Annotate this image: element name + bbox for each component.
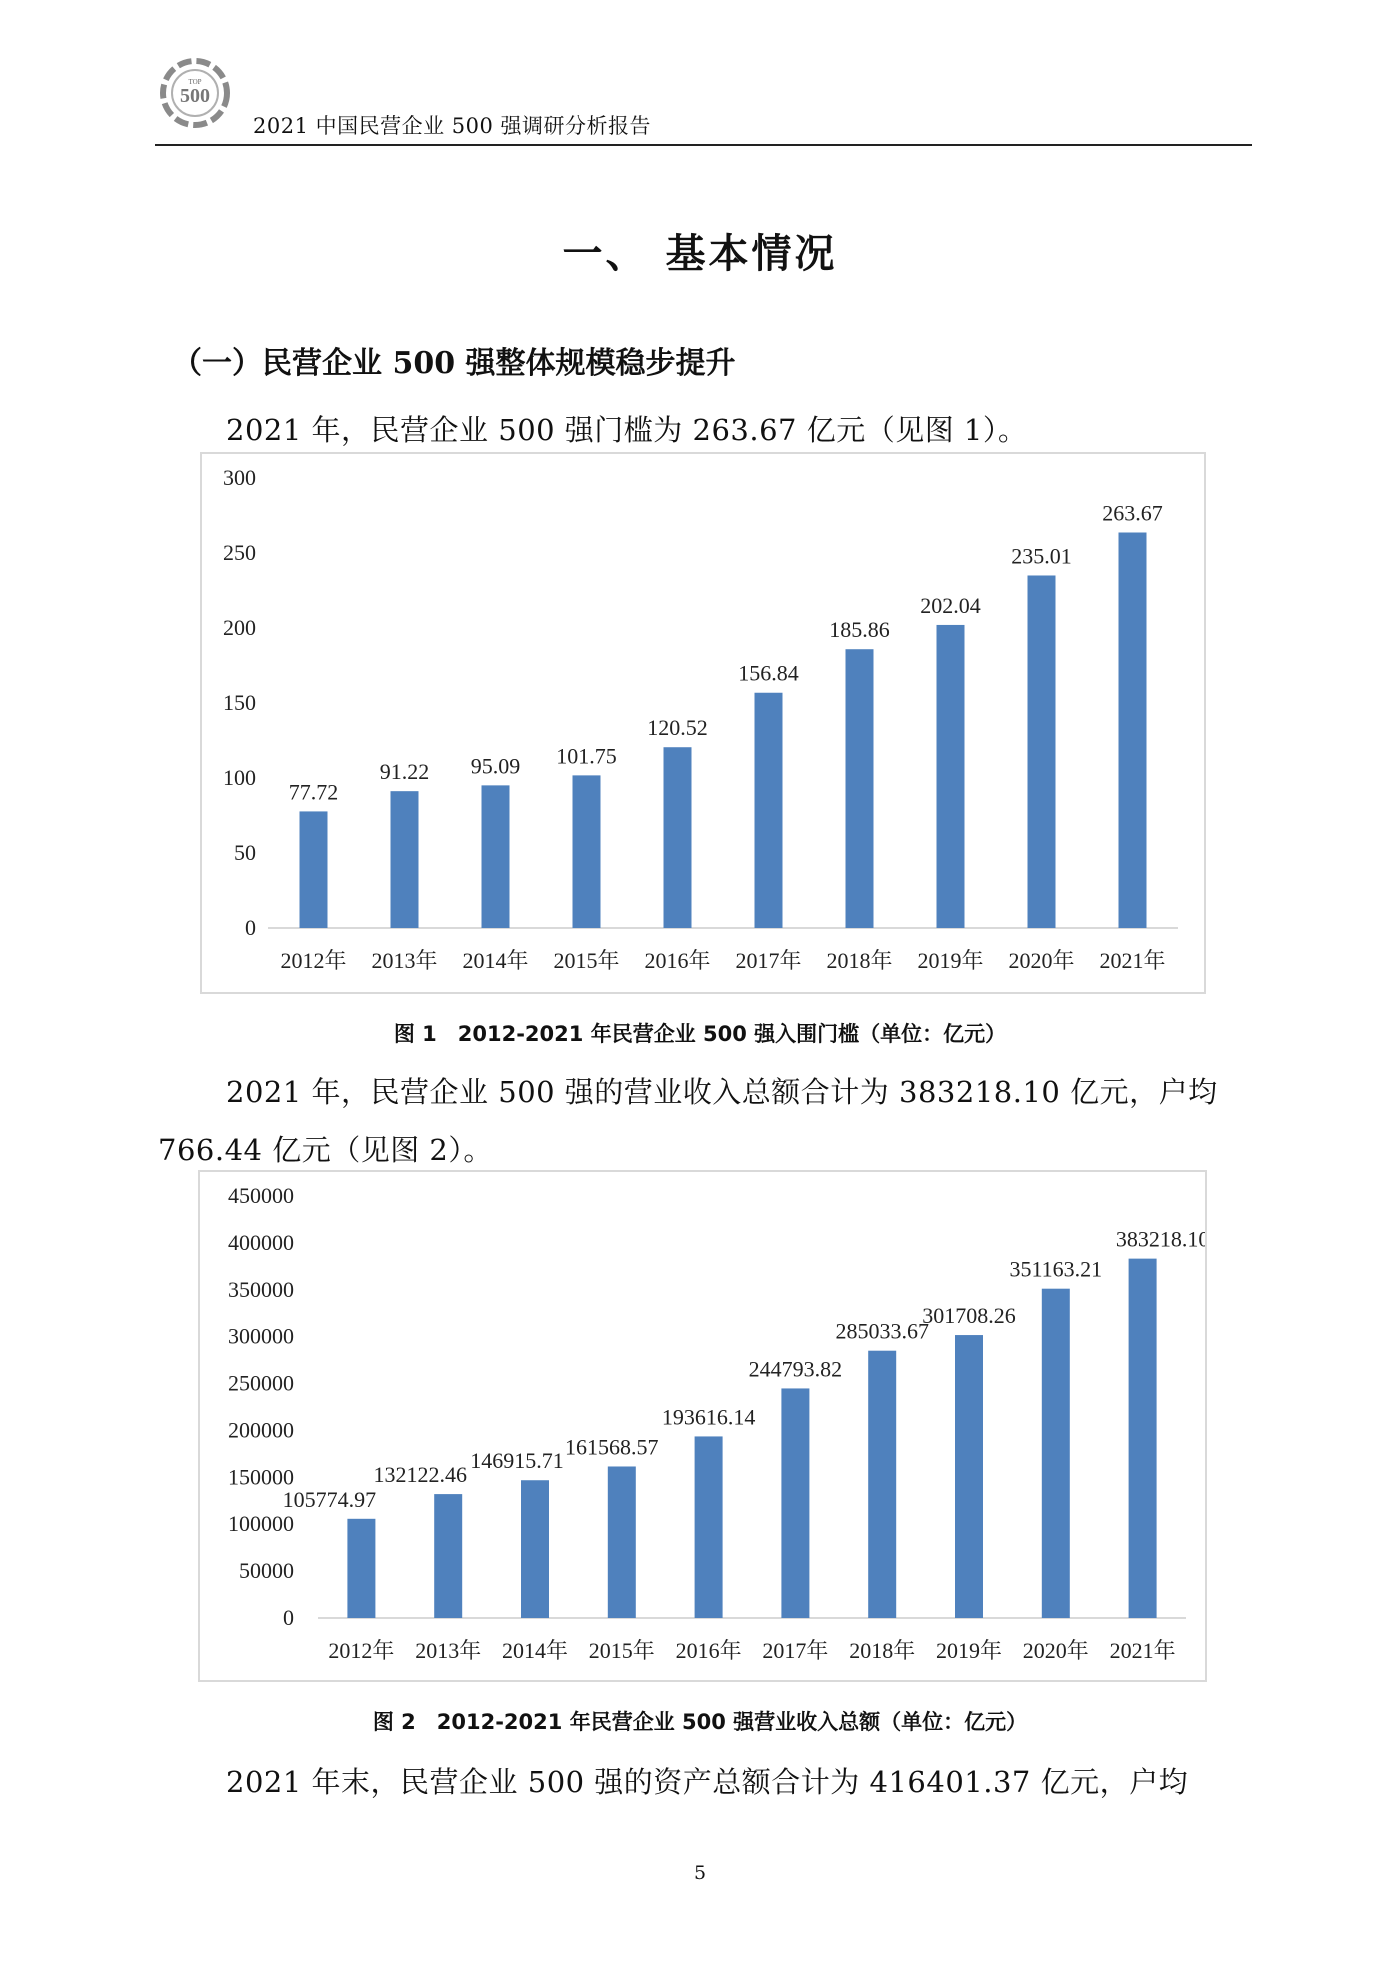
bar (1129, 1259, 1157, 1618)
chart-threshold (200, 452, 1206, 994)
bar-value-label: 161568.57 (565, 1434, 659, 1460)
bar-value-label: 244793.82 (748, 1356, 843, 1382)
bar (573, 775, 601, 928)
bar (608, 1466, 636, 1618)
header-divider (155, 144, 1252, 146)
chart-revenue (198, 1170, 1207, 1682)
bar-value-label: 91.22 (379, 759, 430, 785)
figure-2-caption: 图 2 2012-2021 年民营企业 500 强营业收入总额（单位：亿元） (372, 1710, 1028, 1734)
x-category-label: 2017年 (735, 948, 802, 973)
bar-value-label: 235.01 (1011, 543, 1072, 569)
section-title: 一、 基本情况 (562, 230, 838, 277)
x-category-label: 2018年 (826, 948, 893, 973)
y-tick-label: 50000 (239, 1558, 294, 1584)
y-tick-label: 350000 (228, 1276, 294, 1302)
bar (482, 785, 510, 928)
bar (300, 811, 328, 928)
x-category-label: 2019年 (917, 948, 984, 973)
x-category-label: 2012年 (280, 948, 347, 973)
x-category-label: 2021年 (1109, 1638, 1176, 1663)
bar (755, 693, 783, 928)
x-category-label: 2015年 (553, 948, 620, 973)
bar (955, 1335, 983, 1618)
bar (1028, 575, 1056, 928)
y-tick-label: 450000 (228, 1183, 294, 1208)
bar-value-label: 105774.97 (282, 1486, 377, 1512)
y-tick-label: 300 (223, 465, 256, 490)
x-category-label: 2016年 (644, 948, 711, 973)
x-category-label: 2014年 (462, 948, 529, 973)
bar (434, 1494, 462, 1618)
y-tick-label: 250 (223, 540, 256, 565)
bar (664, 747, 692, 928)
bar-value-label: 193616.14 (661, 1404, 756, 1430)
subsection-title: （一）民营企业 500 强整体规模稳步提升 (172, 346, 736, 381)
figure-1-caption: 图 1 2012-2021 年民营企业 500 强入围门槛（单位：亿元） (393, 1022, 1007, 1046)
bar-value-label: 132122.46 (373, 1462, 467, 1488)
report-header-title: 2021 中国民营企业 500 强调研分析报告 (253, 114, 652, 138)
bar (1042, 1289, 1070, 1618)
bar (521, 1480, 549, 1618)
paragraph-revenue-line2: 766.44 亿元（见图 2）。 (158, 1133, 493, 1167)
bar-value-label: 120.52 (647, 715, 708, 741)
bar-value-label: 156.84 (738, 660, 799, 686)
bar-value-label: 202.04 (920, 592, 981, 618)
x-category-label: 2018年 (849, 1638, 916, 1663)
y-tick-label: 250000 (228, 1370, 294, 1396)
y-tick-label: 0 (283, 1605, 294, 1630)
bar (868, 1351, 896, 1618)
y-tick-label: 300000 (228, 1323, 294, 1349)
x-category-label: 2014年 (501, 1638, 569, 1663)
y-tick-label: 200 (223, 615, 256, 640)
x-category-label: 2020年 (1008, 948, 1075, 973)
bar (846, 649, 874, 928)
y-tick-label: 100 (223, 765, 256, 790)
chart-threshold-svg (202, 454, 1204, 992)
y-tick-label: 400000 (228, 1229, 294, 1255)
paragraph-assets: 2021 年末，民营企业 500 强的资产总额合计为 416401.37 亿元，户均 (226, 1765, 1189, 1799)
x-category-label: 2020年 (1022, 1638, 1089, 1663)
bar-value-label: 101.75 (556, 743, 617, 769)
bar-value-label: 146915.71 (470, 1448, 564, 1474)
bar-value-label: 95.09 (470, 753, 521, 779)
bar (1119, 532, 1147, 928)
page-number: 5 (693, 1862, 707, 1884)
y-tick-label: 200000 (228, 1417, 294, 1443)
x-category-label: 2019年 (935, 1638, 1003, 1663)
x-category-label: 2012年 (328, 1638, 395, 1663)
chart-revenue-svg (200, 1172, 1205, 1680)
bar-value-label: 263.67 (1102, 500, 1163, 526)
y-tick-label: 50 (234, 840, 256, 865)
bar-value-label: 185.86 (829, 617, 890, 643)
bar-value-label: 383218.10 (1115, 1226, 1205, 1252)
bar (347, 1519, 375, 1618)
logo-top-text: TOP (188, 78, 202, 86)
x-category-label: 2021年 (1099, 948, 1166, 973)
bar-value-label: 285033.67 (835, 1318, 929, 1344)
bar-value-label: 77.72 (288, 779, 339, 805)
bar (781, 1388, 809, 1618)
paragraph-revenue-line1: 2021 年，民营企业 500 强的营业收入总额合计为 383218.10 亿元，户均 (226, 1075, 1218, 1109)
y-tick-label: 150 (223, 690, 256, 715)
x-category-label: 2015年 (588, 1638, 655, 1663)
top500-logo (158, 56, 232, 130)
y-tick-label: 100000 (228, 1511, 294, 1537)
x-category-label: 2013年 (371, 948, 438, 973)
y-tick-label: 0 (245, 915, 256, 940)
bar (391, 791, 419, 928)
x-category-label: 2013年 (415, 1638, 482, 1663)
bar (937, 625, 965, 928)
paragraph-threshold: 2021 年，民营企业 500 强门槛为 263.67 亿元（见图 1）。 (226, 413, 1028, 447)
bar-value-label: 351163.21 (1009, 1256, 1103, 1282)
x-category-label: 2017年 (762, 1638, 829, 1663)
x-category-label: 2016年 (675, 1638, 742, 1663)
logo-500-text: 500 (180, 85, 210, 107)
bar-value-label: 301708.26 (922, 1303, 1016, 1329)
y-tick-label: 150000 (228, 1464, 294, 1490)
bar (695, 1436, 723, 1618)
